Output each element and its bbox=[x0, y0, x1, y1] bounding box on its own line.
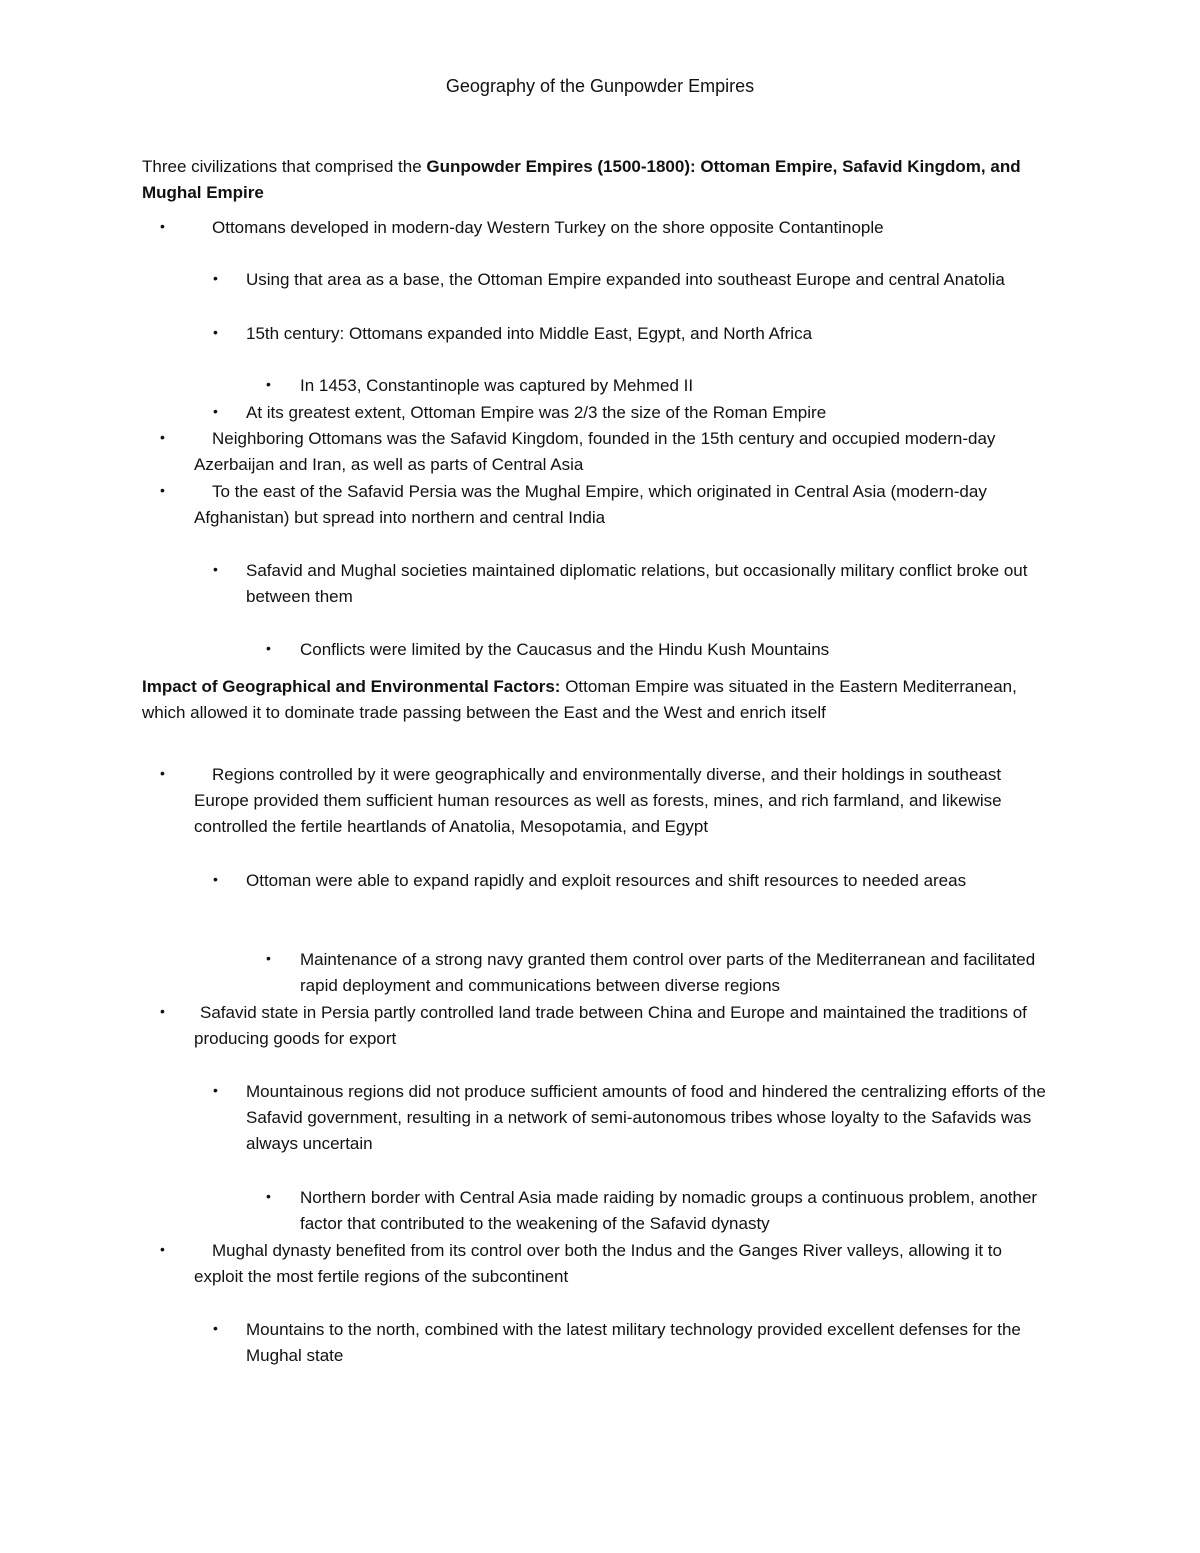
list-item: At its greatest extent, Ottoman Empire was 2/3 the size of the Roman Empire bbox=[246, 403, 827, 422]
bullet-icon: • bbox=[266, 950, 271, 966]
list-item: Ottoman were able to expand rapidly and exploit resources and shift resources to needed areas bbox=[246, 871, 967, 890]
bullet-icon: • bbox=[213, 324, 218, 340]
bullet-icon: • bbox=[160, 218, 165, 234]
bullet-icon: • bbox=[213, 871, 218, 887]
document-title: Geography of the Gunpowder Empires bbox=[445, 76, 755, 96]
list-item: Northern border with Central Asia made raiding by nomadic groups a continuous problem, another factor that contributed to the weakening of the Safavid dynasty bbox=[300, 1188, 1038, 1233]
list-item: Ottomans developed in modern-day Western Turkey on the shore opposite Contantinople bbox=[212, 218, 884, 237]
list-item: Regions controlled by it were geographically and environmentally diverse, and their holdings in southeast Europe provided them sufficient human resources as well as forests, mines, and rich farmland, and likewise controlled the fertile heartlands of Anatolia, Mesopotamia, and Egypt bbox=[194, 765, 1002, 836]
list-item: Mountains to the north, combined with the latest military technology provided excellent defenses for the Mughal state bbox=[246, 1320, 1021, 1365]
bullet-icon: • bbox=[266, 640, 271, 656]
bullet-icon: • bbox=[160, 1241, 165, 1257]
intro-bold-text: Gunpowder Empires (1500-1800): Ottoman Empire, Safavid Kingdom, and Mughal Empire bbox=[142, 157, 1021, 202]
bullet-icon: • bbox=[266, 1188, 271, 1204]
bullet-icon: • bbox=[160, 482, 165, 498]
bullet-icon: • bbox=[213, 403, 218, 419]
list-item: Mughal dynasty benefited from its control over both the Indus and the Ganges River valleys, allowing it to exploit the most fertile regions of the subcontinent bbox=[194, 1241, 1002, 1286]
bullet-icon: • bbox=[213, 1082, 218, 1098]
impact-text: Ottoman Empire was situated in the Eastern Mediterranean, which allowed it to dominate trade passing between the East and the West and enrich itself bbox=[142, 677, 1017, 722]
impact-paragraph bbox=[142, 674, 1062, 726]
intro-text: Three civilizations that comprised the bbox=[142, 157, 427, 176]
list-item: Conflicts were limited by the Caucasus and the Hindu Kush Mountains bbox=[300, 640, 830, 659]
bullet-icon: • bbox=[160, 765, 165, 781]
impact-heading: Impact of Geographical and Environmental Factors: bbox=[142, 677, 561, 696]
bullet-icon: • bbox=[213, 270, 218, 286]
list-item: Using that area as a base, the Ottoman Empire expanded into southeast Europe and central Anatolia bbox=[246, 270, 1005, 289]
bullet-icon: • bbox=[266, 376, 271, 392]
list-item: To the east of the Safavid Persia was the Mughal Empire, which originated in Central Asia (modern-day Afghanistan) but spread into northern and central India bbox=[194, 482, 987, 527]
list-item: Safavid and Mughal societies maintained diplomatic relations, but occasionally military conflict broke out between them bbox=[246, 561, 1028, 606]
intro-paragraph bbox=[142, 154, 1062, 206]
list-item: Mountainous regions did not produce sufficient amounts of food and hindered the centralizing efforts of the Safavid government, resulting in a network of semi-autonomous tribes whose loyalty to the Safavids was always uncertain bbox=[246, 1082, 1046, 1153]
bullet-icon: • bbox=[160, 1003, 165, 1019]
list-item: 15th century: Ottomans expanded into Middle East, Egypt, and North Africa bbox=[246, 324, 813, 343]
bullet-icon: • bbox=[213, 561, 218, 577]
bullet-icon: • bbox=[213, 1320, 218, 1336]
bullet-icon: • bbox=[160, 429, 165, 445]
list-item: Maintenance of a strong navy granted them control over parts of the Mediterranean and facilitated rapid deployment and communications between diverse regions bbox=[300, 950, 1036, 995]
list-item: Safavid state in Persia partly controlled land trade between China and Europe and maintained the traditions of producing goods for export bbox=[194, 1003, 1027, 1048]
list-item: Neighboring Ottomans was the Safavid Kingdom, founded in the 15th century and occupied modern-day Azerbaijan and Iran, as well as parts of Central Asia bbox=[194, 429, 996, 474]
list-item: In 1453, Constantinople was captured by Mehmed II bbox=[300, 376, 694, 395]
